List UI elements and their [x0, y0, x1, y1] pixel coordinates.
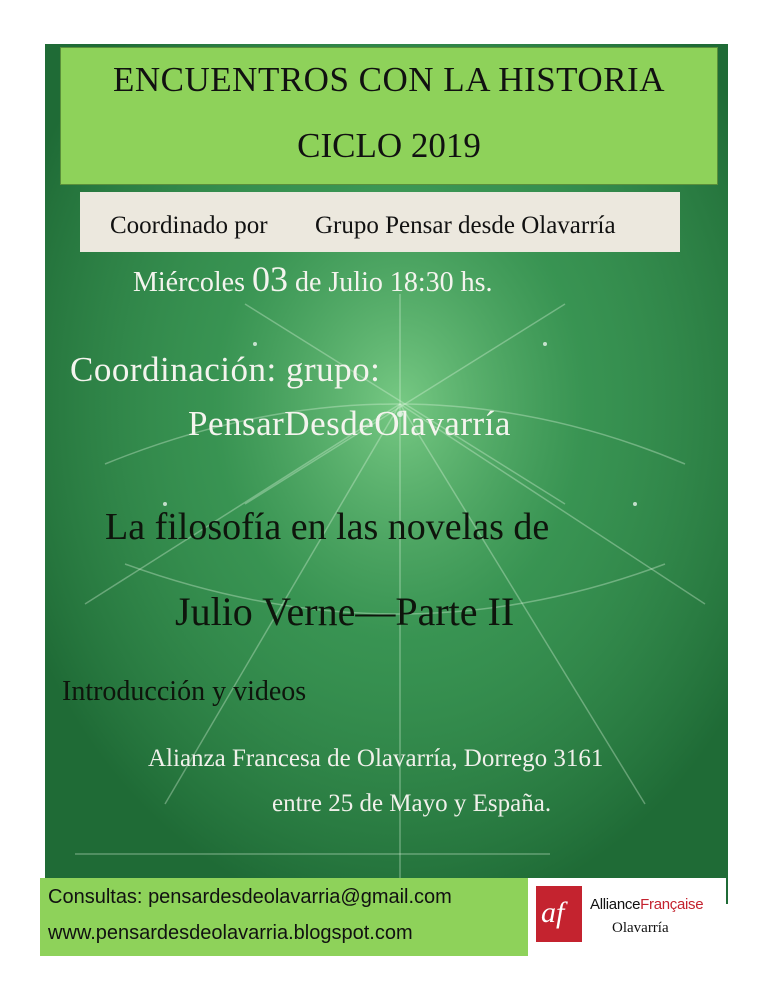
logo-brand-francaise: Française — [640, 896, 704, 913]
event-date-rest: de Julio 18:30 hs. — [294, 267, 493, 298]
contact-email[interactable]: pensardesdeolavarria@gmail.com — [148, 886, 452, 908]
coordinated-by-box — [80, 192, 680, 252]
venue-line-2: entre 25 de Mayo y España. — [272, 790, 552, 817]
coordinated-by-prefix: Coordinado por — [110, 212, 268, 239]
coordinated-by-group: Grupo Pensar desde Olavarría — [315, 212, 616, 239]
coordination-name: PensarDesdeOlavarría — [188, 404, 511, 443]
contact-label: Consultas: — [48, 886, 143, 908]
contact-website[interactable]: www.pensardesdeolavarria.blogspot.com — [48, 922, 413, 944]
talk-title-line-1: La filosofía en las novelas de — [105, 506, 550, 548]
intro-text: Introducción y videos — [62, 676, 307, 707]
logo-city: Olavarría — [612, 920, 669, 936]
event-date — [133, 258, 493, 300]
alliance-francaise-logo — [528, 878, 726, 956]
event-weekday: Miércoles — [133, 267, 245, 298]
logo-brand — [590, 896, 703, 913]
af-logo-icon — [536, 886, 582, 942]
title-banner — [60, 47, 718, 185]
event-day: 03 — [251, 259, 288, 299]
title-line-1: ENCUENTROS CON LA HISTORIA — [113, 60, 665, 99]
contact-box — [40, 878, 528, 956]
title-line-2: CICLO 2019 — [297, 126, 481, 165]
contact-email-line — [48, 886, 452, 909]
coordination-label: Coordinación: grupo: — [70, 350, 381, 389]
logo-brand-alliance: Alliance — [590, 896, 641, 913]
talk-title-line-2: Julio Verne—Parte II — [175, 589, 515, 634]
venue-line-1: Alianza Francesa de Olavarría, Dorrego 3161 — [148, 745, 604, 772]
af-logo-mark: af — [541, 896, 565, 929]
